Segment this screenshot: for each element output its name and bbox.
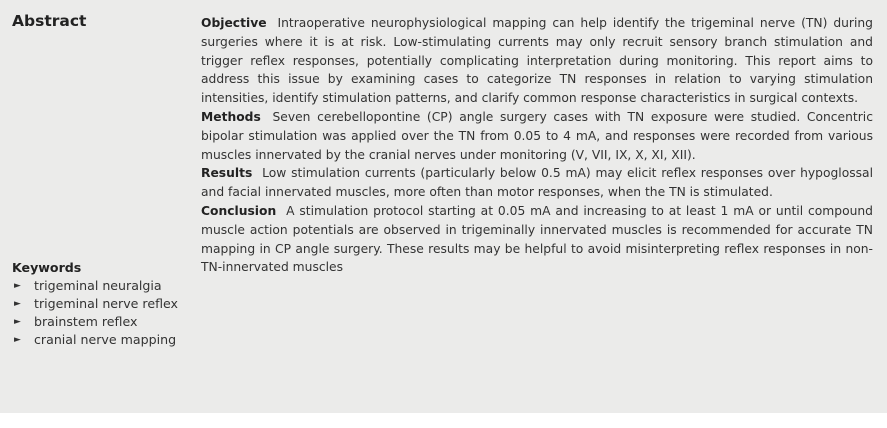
abstract-heading: Abstract bbox=[12, 12, 87, 30]
results-heading: Results bbox=[201, 166, 253, 181]
keyword-text: brainstem reflex bbox=[34, 314, 138, 329]
keyword-item bbox=[12, 331, 192, 349]
keyword-item bbox=[12, 295, 192, 313]
results-paragraph bbox=[201, 164, 873, 202]
arrow-bullet-icon: ► bbox=[14, 317, 21, 327]
abstract-body bbox=[201, 14, 873, 277]
results-text: Low stimulation currents (particularly below 0.5 mA) may elicit reflex responses over hypoglossal and facial innervated muscles, more often than motor responses, when the TN is stimulated. bbox=[201, 166, 873, 200]
keywords-heading: Keywords bbox=[12, 260, 82, 275]
methods-text: Seven cerebellopontine (CP) angle surgery cases with TN exposure were studied. Concentric bipolar stimulation was applied over the TN from 0.05 to 4 mA, and responses were recorded from various muscles innervated by the cranial nerves under monitoring (V, VII, IX, X, XI, XII). bbox=[201, 109, 873, 162]
methods-heading: Methods bbox=[201, 109, 261, 124]
keyword-text: cranial nerve mapping bbox=[34, 332, 177, 347]
arrow-bullet-icon: ► bbox=[14, 281, 21, 291]
conclusion-paragraph bbox=[201, 202, 873, 277]
keywords-list bbox=[12, 277, 192, 349]
objective-text: Intraoperative neurophysiological mapping can help identify the trigeminal nerve (TN) during surgeries where it is at risk. Low-stimulating currents may only recruit sensory branch stimulation and trigger reflex responses, potentially complicating interpretation during monitoring. This report aims to address this issue by examining cases to categorize TN responses in relation to varying stimulation intensities, identify stimulation patterns, and clarify common response characteristics in surgical contexts. bbox=[201, 16, 873, 106]
keyword-item bbox=[12, 277, 192, 295]
conclusion-heading: Conclusion bbox=[201, 203, 277, 218]
keywords-block bbox=[12, 259, 192, 349]
conclusion-text: A stimulation protocol starting at 0.05 mA and increasing to at least 1 mA or until compound muscle action potentials are observed in trigeminally innervated muscles is recommended for accurate TN mapping in CP angle surgery. These results may be helpful to avoid misinterpreting reflex responses in non-TN-innervated muscles bbox=[201, 203, 873, 275]
keyword-text: trigeminal neuralgia bbox=[34, 278, 162, 293]
arrow-bullet-icon: ► bbox=[14, 299, 21, 309]
objective-paragraph bbox=[201, 14, 873, 108]
objective-heading: Objective bbox=[201, 16, 267, 30]
keyword-item bbox=[12, 313, 192, 331]
methods-paragraph bbox=[201, 108, 873, 164]
keyword-text: trigeminal nerve reflex bbox=[34, 296, 178, 311]
arrow-bullet-icon: ► bbox=[14, 335, 21, 345]
